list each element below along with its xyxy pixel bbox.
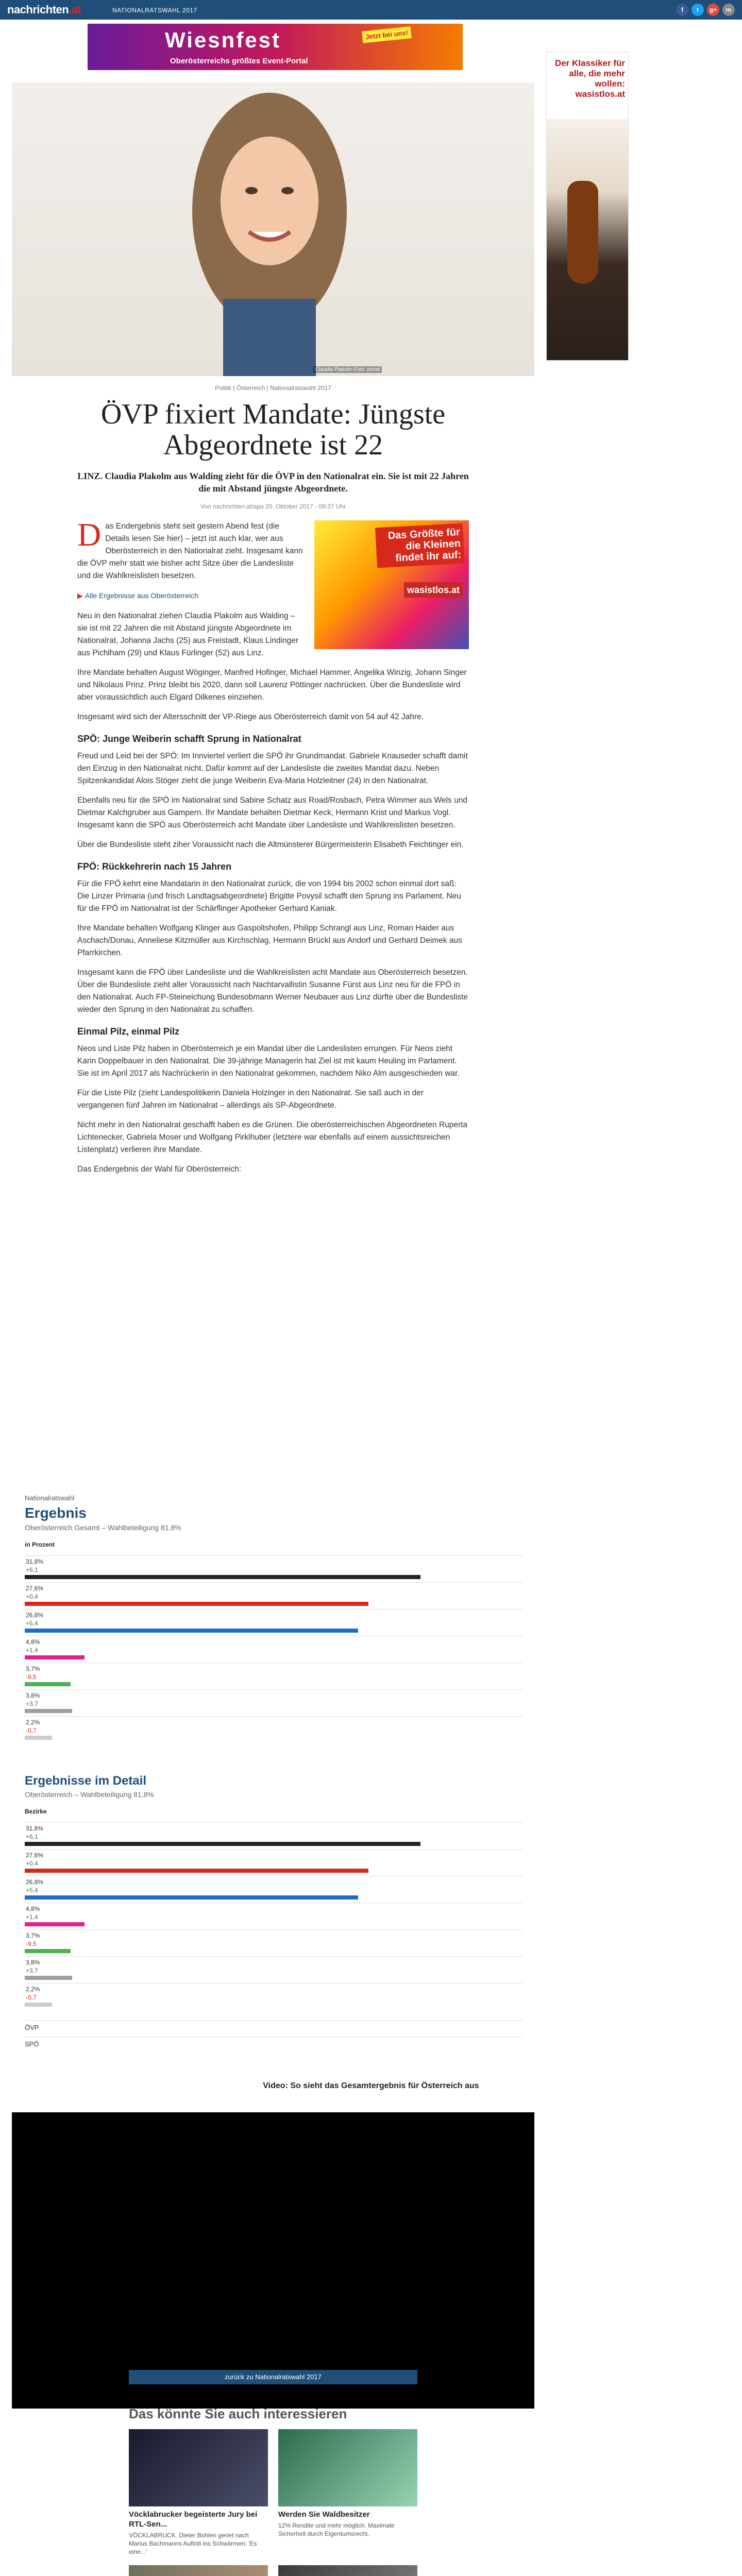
card-thumbnail [278, 2429, 417, 2506]
article-headline: ÖVP fixiert Mandate: Jüngste Abgeordnete ist 22 [100, 398, 446, 461]
result-bar [25, 1976, 72, 1980]
result-value: 27,6% [26, 1852, 44, 1859]
result-value: 3,7% [26, 1932, 40, 1939]
sidebar-ad-text: Der Klassiker für alle, die mehr wollen: wasistlos.at [554, 58, 625, 99]
result-row [25, 1929, 522, 1956]
paragraph: Insgesamt kann die FPÖ über Landesliste und die Wahlkreislisten acht Mandate aus Oberösterreich besetzen. Über die Bundesliste zieht aller Voraussicht nach Nachtarvallistin Susanne Fürst aus Linz neu für die FPÖ in den Nationalrat. Auch FP-Steineichung Bundesobmann Werner Neubauer aus Linz dürfte über die Bundesliste wieder den Sprung in den Nationalrat zu schaffen. [77, 968, 468, 1014]
result-bar [25, 1869, 368, 1873]
result-value: 4,8% [26, 1905, 40, 1912]
recommendations [129, 2406, 417, 2576]
paragraph: Für die Liste Pilz (zieht Landespolitikerin Daniela Holzinger in den Nationalrat. Sie saß auch in der vergangenen fünf Jahren im Nationalrat – allerdings als SP-Abgeordnete. [77, 1089, 424, 1110]
sidebar-ad-image [547, 119, 629, 361]
banner-badge: Jetzt bei uns! [362, 26, 412, 43]
card-thumbnail [129, 2429, 268, 2506]
paragraph: Nicht mehr in den Nationalrat geschafft haben es die Grünen. Die oberösterreichischen Abgeordneten Ruperta Lichtenecker, Gabriela Moser und Wolfgang Pirklhuber (letztere war ebenfalls auf einem aussichtsreichen Listenplatz) verlieren ihre Mandate. [77, 1121, 468, 1154]
paragraph: Für die FPÖ kehrt eine Mandatarin in den Nationalrat zurück, die von 1994 bis 2002 schon einmal dort saß: Die Linzer Primaria (und frisch Landtagsabgeordnete) Brigitte Povysil schafft den Sprung ins Parlament. Neu für die FPÖ im Nationalrat ist der Schärflinger Apotheker Gerhard Kaniak. [77, 879, 461, 913]
paragraph: Über die Bundesliste steht ziher Voraussicht nach die Altmünsterer Bürgermeisterin Elisabeth Feichtinger ein. [77, 840, 464, 849]
site-logo[interactable] [7, 3, 81, 16]
result-delta: +1,4 [26, 1647, 38, 1654]
result-delta: +1,4 [26, 1913, 38, 1921]
result-bar [25, 1736, 52, 1740]
cello-illustration [567, 181, 598, 284]
result-delta: +0,4 [26, 1593, 38, 1600]
result-row [25, 1983, 522, 2010]
detail-title: Ergebnisse im Detail [25, 1774, 147, 1788]
results-bars [25, 1555, 522, 1743]
result-delta: +5,4 [26, 1887, 38, 1894]
article-lead: LINZ. Claudia Plakolm aus Walding zieht für die ÖVP in den Nationalrat ein. Sie ist mit 22 Jahren die mit Abstand jüngste Abgeordnete. [77, 471, 469, 494]
result-delta: +3,7 [26, 1700, 38, 1707]
subheading-fpo: FPÖ: Rückkehrerin nach 15 Jahren [77, 861, 232, 872]
result-row [25, 1555, 522, 1582]
results-link-text: Alle Ergebnisse aus Oberösterreich [85, 591, 199, 600]
paragraph: Neu in den Nationalrat ziehen Claudia Plakolm aus Walding – sie ist mit 22 Jahren die mit Abstand jüngste Abgeordnete im Nationalrat, Johanna Jachs (25) aus Freistadt, Klaus Lindinger aus Pichlham (29) und Klaus Fürlinger (52) aus Linz. [77, 612, 299, 657]
result-value: 26,8% [26, 1612, 44, 1619]
result-bar [25, 2003, 52, 2007]
back-to-election-link[interactable]: zurück zu Nationalratswahl 2017 [129, 2370, 417, 2384]
inline-advertisement[interactable] [314, 520, 469, 649]
result-delta: +5,4 [26, 1620, 38, 1627]
result-row [25, 1716, 522, 1743]
logo-text: nachrichten [7, 3, 69, 16]
banner-subtitle: Oberösterreichs größtes Event-Portal [170, 57, 308, 65]
logo-suffix: .at [69, 3, 81, 16]
result-row [25, 1663, 522, 1689]
result-value: 2,2% [26, 1719, 40, 1726]
result-bar [25, 1682, 71, 1686]
card-description: VÖCKLABRUCK. Dieter Bohlen geriet nach Marius Bachmanns Auftritt ins Schwärmen: 'Es eine...' [129, 2532, 257, 2555]
sidebar-advertisement[interactable] [546, 52, 629, 361]
hero-image [12, 82, 534, 376]
paragraph: Ihre Mandate behalten August Wöginger, Manfred Hofinger, Michael Hammer, Angelika Winzig, Johann Singer und Nikolaus Prinz. Prinz bleibt bis 2020, dann soll Laurenz Pöttinger nachrücken. Über die Bundesliste wird aber voraussichtlich auch Elgard Dilkenes einziehen. [77, 668, 467, 702]
portrait-illustration [177, 82, 362, 376]
top-navigation-bar [0, 0, 742, 20]
twitter-icon[interactable]: t [692, 4, 704, 16]
result-value: 3,8% [26, 1692, 40, 1699]
article-dateline: Von nachrichten.at/apa 20. Oktober 2017 - 09:37 Uhr [200, 503, 346, 510]
result-delta: -0,7 [26, 1727, 37, 1734]
result-bar [25, 1842, 420, 1846]
social-links [676, 4, 735, 16]
result-row [25, 1956, 522, 1983]
recommendations-title: Das könnte Sie auch interessieren [129, 2406, 347, 2421]
result-value: 26,8% [26, 1878, 44, 1886]
result-delta: -0,7 [26, 1994, 37, 2001]
video-player[interactable] [12, 2112, 534, 2409]
paragraph: Insgesamt wird sich der Altersschnitt der VP-Riege aus Oberösterreich damit von 54 auf 42 Jahre. [77, 713, 424, 721]
paragraph: Ihre Mandate behalten Wolfgang Klinger aus Gaspoltshofen, Philipp Schrangl aus Linz, Roman Haider aus Aschach/Donau, Anneliese Kitzmüller aus Kirchschlag, Hermann Brückl aus Andorf und Gerhard Deimek aus Pfarrkirchen. [77, 924, 462, 957]
recommendation-card[interactable] [278, 2565, 417, 2576]
result-bar [25, 1629, 358, 1633]
results-tab[interactable]: in Prozent [25, 1541, 55, 1548]
paragraph: Ebenfalls neu für die SPÖ im Nationalrat sind Sabine Schatz aus Road/Rosbach, Petra Wimmer aus Wels und Dietmar Kalchgruber aus Gampern. Ihr Mandate behalten Dietmar Keck, Hermann Krist und Markus Vogl. Insgesamt kann die SPÖ aus Oberösterreich acht Mandate über Landesliste und Wahlkreislisten besetzen. [77, 796, 468, 829]
paragraph: Das Endergebnis der Wahl für Oberösterreich: [77, 1165, 242, 1174]
inline-ad-text: Das Größte für die Kleinen findet ihr auf: [375, 523, 465, 568]
detail-section [25, 1774, 522, 2048]
result-delta: +6,1 [26, 1566, 38, 1573]
detail-bars [25, 1822, 522, 2010]
banner-title: Wiesnfest [165, 28, 281, 52]
result-bar [25, 1949, 71, 1953]
mail-icon[interactable]: m [722, 4, 735, 16]
result-delta: -9,5 [26, 1940, 37, 1947]
card-title: Vöcklabrucker begeisterte Jury bei RTL-Sen... [129, 2510, 258, 2529]
results-subtitle: Oberösterreich Gesamt – Wahlbeteiligung 81,8% [25, 1523, 181, 1532]
category-links[interactable]: Politik | Österreich | Nationalratswahl 2017 [215, 384, 331, 392]
result-row [25, 1636, 522, 1663]
section-title[interactable]: NATIONALRATSWAHL 2017 [112, 7, 197, 14]
result-value: 3,8% [26, 1959, 40, 1966]
recommendations-grid [129, 2429, 417, 2576]
result-value: 2,2% [26, 1986, 40, 1993]
result-row [25, 1876, 522, 1903]
recommendation-card[interactable] [278, 2429, 417, 2556]
result-bar [25, 1655, 85, 1659]
result-row [25, 1822, 522, 1849]
result-bar [25, 1575, 420, 1579]
result-value: 4,8% [26, 1638, 40, 1646]
card-thumbnail [278, 2565, 417, 2576]
banner-advertisement[interactable] [88, 24, 463, 70]
result-delta: +6,1 [26, 1833, 38, 1840]
card-title: Werden Sie Waldbesitzer [278, 2510, 370, 2519]
arrow-icon: ▶ [77, 591, 83, 600]
result-delta: -9,5 [26, 1673, 37, 1681]
result-row [25, 1582, 522, 1609]
result-row [25, 1903, 522, 1929]
article [12, 82, 534, 1183]
result-delta: +0,4 [26, 1860, 38, 1867]
card-thumbnail [129, 2565, 268, 2576]
paragraph: Freud und Leid bei der SPÖ: Im Innviertel verliert die SPÖ ihr Grundmandat. Gabriele Knauseder schafft damit den Einzug in den Nationalrat nicht. Dafür kommt auf der Landesliste die zweites Mandat dazu. Neben Spitzenkandidat Alois Stöger zieht die junge Weiberin Eva-Maria Holzleitner (24) in den Nationalrat. [77, 752, 468, 785]
inline-ad-site: wasistlos.at [404, 582, 463, 598]
result-row [25, 1849, 522, 1876]
result-row [25, 1609, 522, 1636]
result-bar [25, 1922, 85, 1926]
article-body [77, 516, 469, 1176]
result-row [25, 1689, 522, 1716]
detail-label-ovp: ÖVP [25, 2020, 522, 2031]
result-bar [25, 1709, 72, 1713]
subheading-pilz: Einmal Pilz, einmal Pilz [77, 1026, 180, 1037]
detail-label-spo: SPÖ [25, 2037, 522, 2048]
recommendation-card[interactable] [129, 2565, 268, 2576]
result-value: 3,7% [26, 1665, 40, 1672]
paragraph: Neos und Liste Pilz haben in Oberösterreich je ein Mandat über die Landeslisten errungen. Für Neos zieht Karin Doppelbauer in den Nationalrat. Die 39-jährige Managerin hat Ziel ist mit kaum Heuling im Parlament. Sie ist im April 2017 als Nachrückerin in den Nationalrat gekommen, nachdem Niko Alm ausgeschieden war. [77, 1044, 460, 1078]
subheading-spo: SPÖ: Junge Weiberin schafft Sprung in Nationalrat [77, 734, 301, 744]
result-value: 31,8% [26, 1825, 44, 1832]
result-value: 27,6% [26, 1585, 44, 1592]
card-description: 12% Rendite und mehr möglich. Maximale Sicherheit durch Eigentumsrecht. [278, 2522, 395, 2537]
paragraph-text: as Endergebnis steht seit gestern Abend fest (die Details lesen Sie hier) – jetzt ist auch klar, wer aus Oberösterreich in den Nationalrat zieht. Insgesamt kann die ÖVP mehr statt wie bisher acht Sitze über die Landesliste und die Wahlkreislisten besetzen. [77, 522, 303, 580]
detail-subtitle: Oberösterreich – Wahlbeteiligung 81,8% [25, 1790, 154, 1799]
hero-caption: Claudia Plakolm Foto: privat [313, 366, 382, 373]
results-kicker: Nationalratswahl [25, 1494, 75, 1502]
result-bar [25, 1602, 368, 1606]
result-bar [25, 1895, 358, 1900]
results-widget [25, 1494, 522, 2048]
googleplus-icon[interactable]: g+ [707, 4, 719, 16]
recommendation-card[interactable] [129, 2429, 268, 2556]
results-title: Ergebnis [25, 1505, 87, 1521]
video-label: Video: So sieht das Gesamtergebnis für Österreich aus [263, 2081, 479, 2090]
facebook-icon[interactable]: f [676, 4, 688, 16]
detail-tab[interactable]: Bezirke [25, 1808, 47, 1815]
result-delta: +3,7 [26, 1967, 38, 1974]
result-value: 31,8% [26, 1558, 44, 1565]
dropcap: D [77, 516, 102, 553]
